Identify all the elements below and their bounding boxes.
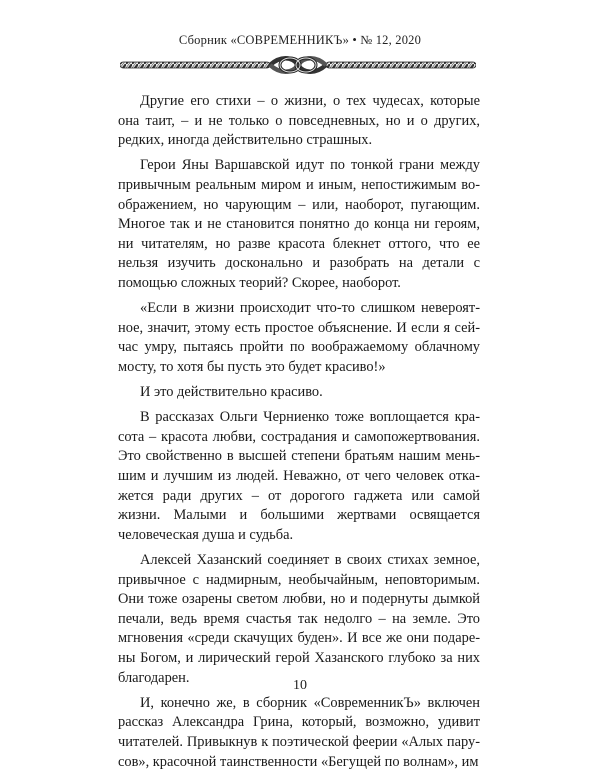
paragraph: Герои Яны Варшавской идут по тонкой грани между привычным реальным миром и иным, непостижимым воображением, но чарующим – или, наоборот, пугающим. Многое так и не становится понятно до конца ни героям, ни читателям, но разве красота блекнет оттого, что ее нельзя изучить досконально и разобрать на детали с помощью сложных теорий? Скорее, наоборот. xyxy=(118,157,480,291)
paragraph-quote: «Если в жизни происходит что-то слишком невероятное, значит, этому есть простое объяснение. И если я сейчас умру, пытаясь пройти по воображаемому облачному мосту, то хотя бы пусть это будет красиво!» xyxy=(118,300,480,375)
paragraph: И, конечно же, в сборник «СовременникЪ» включен рассказ Александра Грина, который, возможно, удивит читателей. Привыкнув к поэтической феерии «Алых парусов», красочной таинственности «Бегущей по волнам», им xyxy=(118,694,480,770)
page-number: 10 xyxy=(293,678,307,693)
running-header: Сборник «СОВРЕМЕННИКЪ» • № 12, 2020 xyxy=(178,33,422,47)
paragraph: Другие его стихи – о жизни, о тех чудесах, которые она таит, – и не только о повседневных, но и о других, редких, иногда действительно страшных. xyxy=(118,93,480,149)
paragraph: Алексей Хазанский соединяет в своих стихах земное, привычное с надмирным, необычайным, неповторимым. Они тоже озарены светом любви, но и подернуты дымкой печали, ведь время счастья так недолго – на земле. Это мгновения «среди скачущих буден». И все же они подарены Богом, и лирический герой Хазанского глубоко за них благодарен. xyxy=(118,552,480,686)
rope-knot-divider-icon xyxy=(120,56,476,74)
paragraph: И это действительно красиво. xyxy=(140,384,323,401)
article-body xyxy=(118,92,480,778)
paragraph: В рассказах Ольги Черниенко тоже воплощается красота – красота любви, сострадания и самопожертвования. Это свойственно в высшей степени братьям нашим меньшим и лучшим из людей. Неважно, от чего человек откажется ради других – от дорогого гаджета или самой жизни. Малыми и большими жертвами освящается человеческая душа и судьба. xyxy=(118,409,480,543)
